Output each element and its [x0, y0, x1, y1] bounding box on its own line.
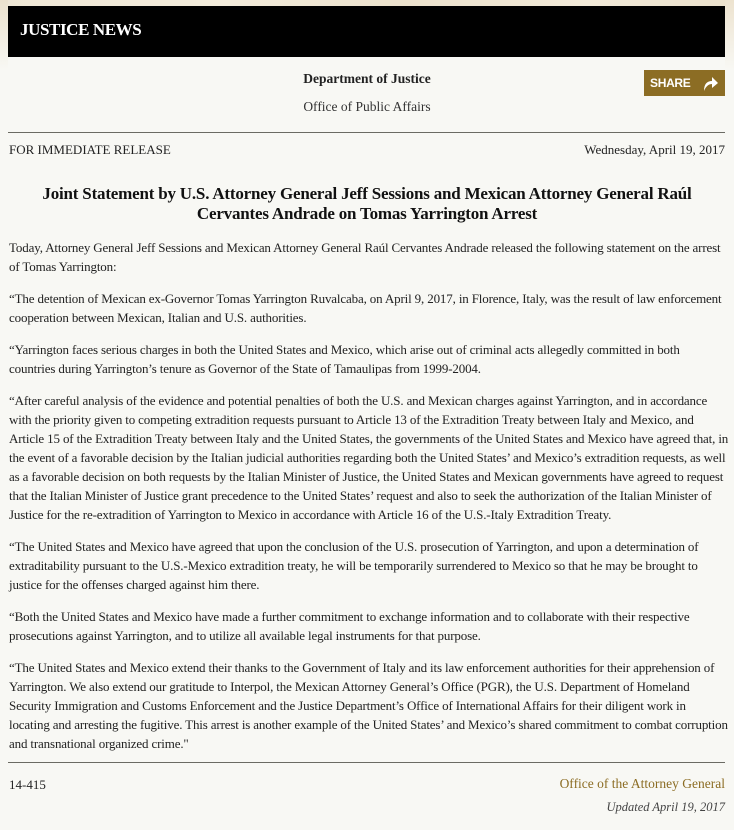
justice-news-header: [8, 6, 725, 57]
agency-office: Office of Public Affairs: [303, 99, 431, 114]
body-paragraph: “The United States and Mexico have agreed that upon the conclusion of the U.S. prosecution of Yarrington, and upon a determination of extraditability pursuant to the U.S.-Mexico extradition treaty, he will be temporarily surrendered to Mexico so that he may be brought to justice for the offenses charged against him there.: [9, 539, 699, 592]
background-texture-right: [725, 0, 734, 70]
body-paragraph: “The detention of Mexican ex-Governor Tomas Yarrington Ruvalcaba, on April 9, 2017, in Florence, Italy, was the result of law enforcement cooperation between Mexican, Italian and U.S. authorities.: [9, 291, 722, 325]
share-label: SHARE: [650, 76, 691, 90]
share-arrow-icon: [699, 73, 719, 93]
press-release-body: [9, 238, 729, 766]
agency-department: Department of Justice: [303, 71, 431, 86]
body-paragraph: “After careful analysis of the evidence and potential penalties of both the U.S. and Mexican charges against Yarrington, and in accordance with the priority given to competing extradition requests pursuant to Article 13 of the Extradition Treaty between Italy and Mexico, and Article 15 of the Extradition Treaty between Italy and the United States, the governments of the United States and Mexico have agreed that, in the event of a favorable decision by the Italian judicial authorities regarding both the United States’ and Mexico’s extradition requests, as well as a favorable decision on both requests by the Italian Minister of Justice, the United States and Mexican governments have agreed to request that the Italian Minister of Justice grant precedence to the United States’ request and also to seek the authorization of the Italian Minister of Justice for the re-extradition of Yarrington to Mexico in accordance with Article 16 of the U.S.-Italy Extradition Treaty.: [9, 393, 729, 522]
divider-bottom: [8, 762, 725, 763]
body-paragraph: “Both the United States and Mexico have made a further commitment to exchange information and to collaborate with their respective prosecutions against Yarrington, and to utilize all available legal instruments for that purpose.: [9, 609, 690, 643]
press-release-number: 14-415: [9, 777, 46, 792]
release-label: FOR IMMEDIATE RELEASE: [9, 142, 171, 157]
share-button[interactable]: [644, 70, 725, 96]
release-date: Wednesday, April 19, 2017: [584, 142, 725, 157]
divider-top: [8, 132, 725, 133]
background-texture-left: [0, 0, 8, 70]
component-link[interactable]: Office of the Attorney General: [559, 776, 725, 791]
body-paragraph: Today, Attorney General Jeff Sessions and Mexican Attorney General Raúl Cervantes Andrade released the following statement on the arrest of Tomas Yarrington:: [9, 240, 721, 274]
press-release-headline: Joint Statement by U.S. Attorney General Jeff Sessions and Mexican Attorney General Raúl Cervantes Andrade on Tomas Yarrington Arrest: [42, 184, 692, 223]
body-paragraph: “Yarrington faces serious charges in both the United States and Mexico, which arise out of criminal acts allegedly committed in both countries during Yarrington’s tenure as Governor of the State of Tamaulipas from 1999-2004.: [9, 342, 680, 376]
updated-date: Updated April 19, 2017: [606, 800, 725, 814]
body-paragraph: “The United States and Mexico extend their thanks to the Government of Italy and its law enforcement authorities for their apprehension of Yarrington. We also extend our gratitude to Interpol, the Mexican Attorney General’s Office (PGR), the U.S. Department of Homeland Security Immigration and Customs Enforcement and the Justice Department’s Office of International Affairs for their diligent work in locating and arresting the fugitive. This arrest is another example of the United States’ and Mexico’s shared commitment to combat corruption and transnational organized crime.": [9, 660, 728, 751]
header-title: JUSTICE NEWS: [20, 20, 142, 39]
